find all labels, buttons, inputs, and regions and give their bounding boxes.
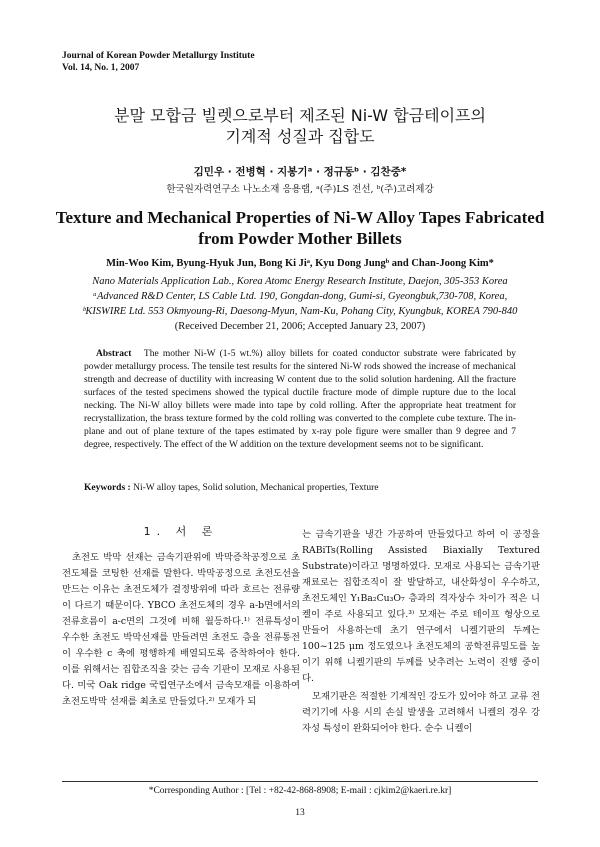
english-title: [0, 207, 600, 249]
journal-volume: Vol. 14, No. 1, 2007: [62, 63, 140, 73]
body-column-right: [302, 527, 540, 737]
abstract-text: The mother Ni-W (1-5 wt.%) alloy billets for coated conductor substrate were fabricated by powder metallurgy process. The tensile test results for the sintered Ni-W rods showed the increase of mechanical strength and decrease of ductility with increasing W content due to the solid solution hardening. All the fracture surfaces of the tested specimens showed the typical ductile fracture mode of dimple rupture due to the local necking. The Ni-W alloy billets were made into tape by cold rolling. After the appropriate heat treatment for recrystallization, the brass texture formed by the cold rolling was converted to the complete cube texture. The in-plane and out of plane texture of the tapes estimated by x-ray pole figure were smaller than 9 degree and 7 degree, respectively. The effect of the W addition on the texture development seems not to be significant.: [84, 349, 517, 450]
english-title-line1: Texture and Mechanical Properties of Ni-W Alloy Tapes Fabricated: [55, 208, 545, 227]
journal-header: [62, 50, 255, 74]
keywords: [84, 483, 516, 493]
english-affiliations: [0, 274, 600, 319]
received-dates: (Received December 21, 2006; Accepted January 23, 2007): [174, 321, 426, 332]
korean-title-line1: 분말 모합금 빌렛으로부터 제조된 Ni-W 합금테이프의: [114, 106, 486, 125]
keywords-label: Keywords :: [84, 483, 131, 493]
affiliation-line: Nano Materials Application Lab., Korea Atomc Energy Research Institute, Daejon, 305-353 Korea: [92, 276, 508, 287]
corresponding-author-footnote: *Corresponding Author : [Tel : +82-42-868-8908; E-mail : cjkim2@kaeri.re.kr]: [148, 786, 452, 796]
abstract-label: Abstract: [96, 349, 132, 359]
affiliation-line: ᵃAdvanced R&D Center, LS Cable Ltd. 190, Gongdan-dong, Gumi-si, Gyeongbuk,730-708, Korea,: [92, 291, 508, 302]
footnote-divider: [62, 781, 538, 782]
abstract: [84, 348, 516, 452]
body-paragraph: 는 금속기판을 냉간 가공하여 만들었다고 하여 이 공정을 RABiTs(Rolling Assisted Biaxially Textured Substrate)이라고 명명하였다. 모재로 사용되는 금속기판 재료로는 집합조직이 잘 발달하고, 내산화성이 우수하고, 초전도체인 Y₁Ba₂Cu₃O₇ 층과의 격자상수 차이가 적은 니켈이 주로 사용되고 있다.³⁾ 모재는 주로 테이프 형상으로 만들어 사용하는데 초기 연구에서 니켈기판의 두께는 100~125 μm 정도였으나 초전도체의 공학전류밀도를 높이기 위해 니켈기판의 두께를 낮추려는 노력이 진행 중이다.: [302, 529, 540, 684]
english-title-line2: from Powder Mother Billets: [198, 229, 402, 248]
korean-title-line2: 기계적 성질과 집합도: [225, 127, 375, 146]
page-number: 13: [295, 808, 305, 818]
journal-name: Journal of Korean Powder Metallurgy Institute: [62, 51, 255, 61]
korean-authors: 김민우 · 전병혁 · 지봉기ᵃ · 정규동ᵇ · 김찬중*: [193, 166, 407, 178]
keywords-text: Ni-W alloy tapes, Solid solution, Mechanical properties, Texture: [133, 483, 379, 493]
body-column-left: [62, 520, 300, 710]
body-paragraph: 초전도 박막 선재는 금속기판위에 박막증착공정으로 초전도체를 코팅한 선재를 말한다. 박막공정으로 초전도선을 만드는 이유는 초전도체가 결정방위에 따라 흐르는 전류량이 다르기 때문이다. YBCO 초전도체의 경우 a-b면에서의 전류흐름이 a-c면의 그것에 비해 월등하다.¹⁾ 전류특성이 우수한 초전도 박막선재를 만들려면 초전도 층을 전류통전이 우수한 c 축에 평행하게 배열되도록 증착하여야 한다. 이를 위해서는 집합조직을 갖는 금속 기판이 모재로 사용된다. 미국 Oak ridge 국립연구소에서 금속모재를 이용하여 초전도박막 선재를 최초로 만들었다.²⁾ 모재가 되: [62, 552, 300, 707]
korean-title: [0, 105, 600, 147]
affiliation-line: ᵇKISWIRE Ltd. 553 Okmyoung-Ri, Daesong-Myun, Nam-Ku, Pohang City, Kyungbuk, KOREA 790-840: [82, 306, 518, 317]
korean-affiliation: 한국원자력연구소 나노소재 응용랩, ᵃ(주)LS 전선, ᵇ(주)고려제강: [166, 184, 434, 195]
english-authors: Min-Woo Kim, Byung-Hyuk Jun, Bong Ki Jiᵃ, Kyu Dong Jungᵇ and Chan-Joong Kim*: [106, 258, 494, 269]
section-heading: 1. 서 론: [143, 525, 219, 538]
body-paragraph: 모재기판은 적절한 기계적인 강도가 있어야 하고 교류 전력기기에 사용 시의 손실 발생을 고려해서 니켈의 경우 강자성 특성이 완화되어야 한다. 순수 니켈이: [302, 691, 540, 734]
